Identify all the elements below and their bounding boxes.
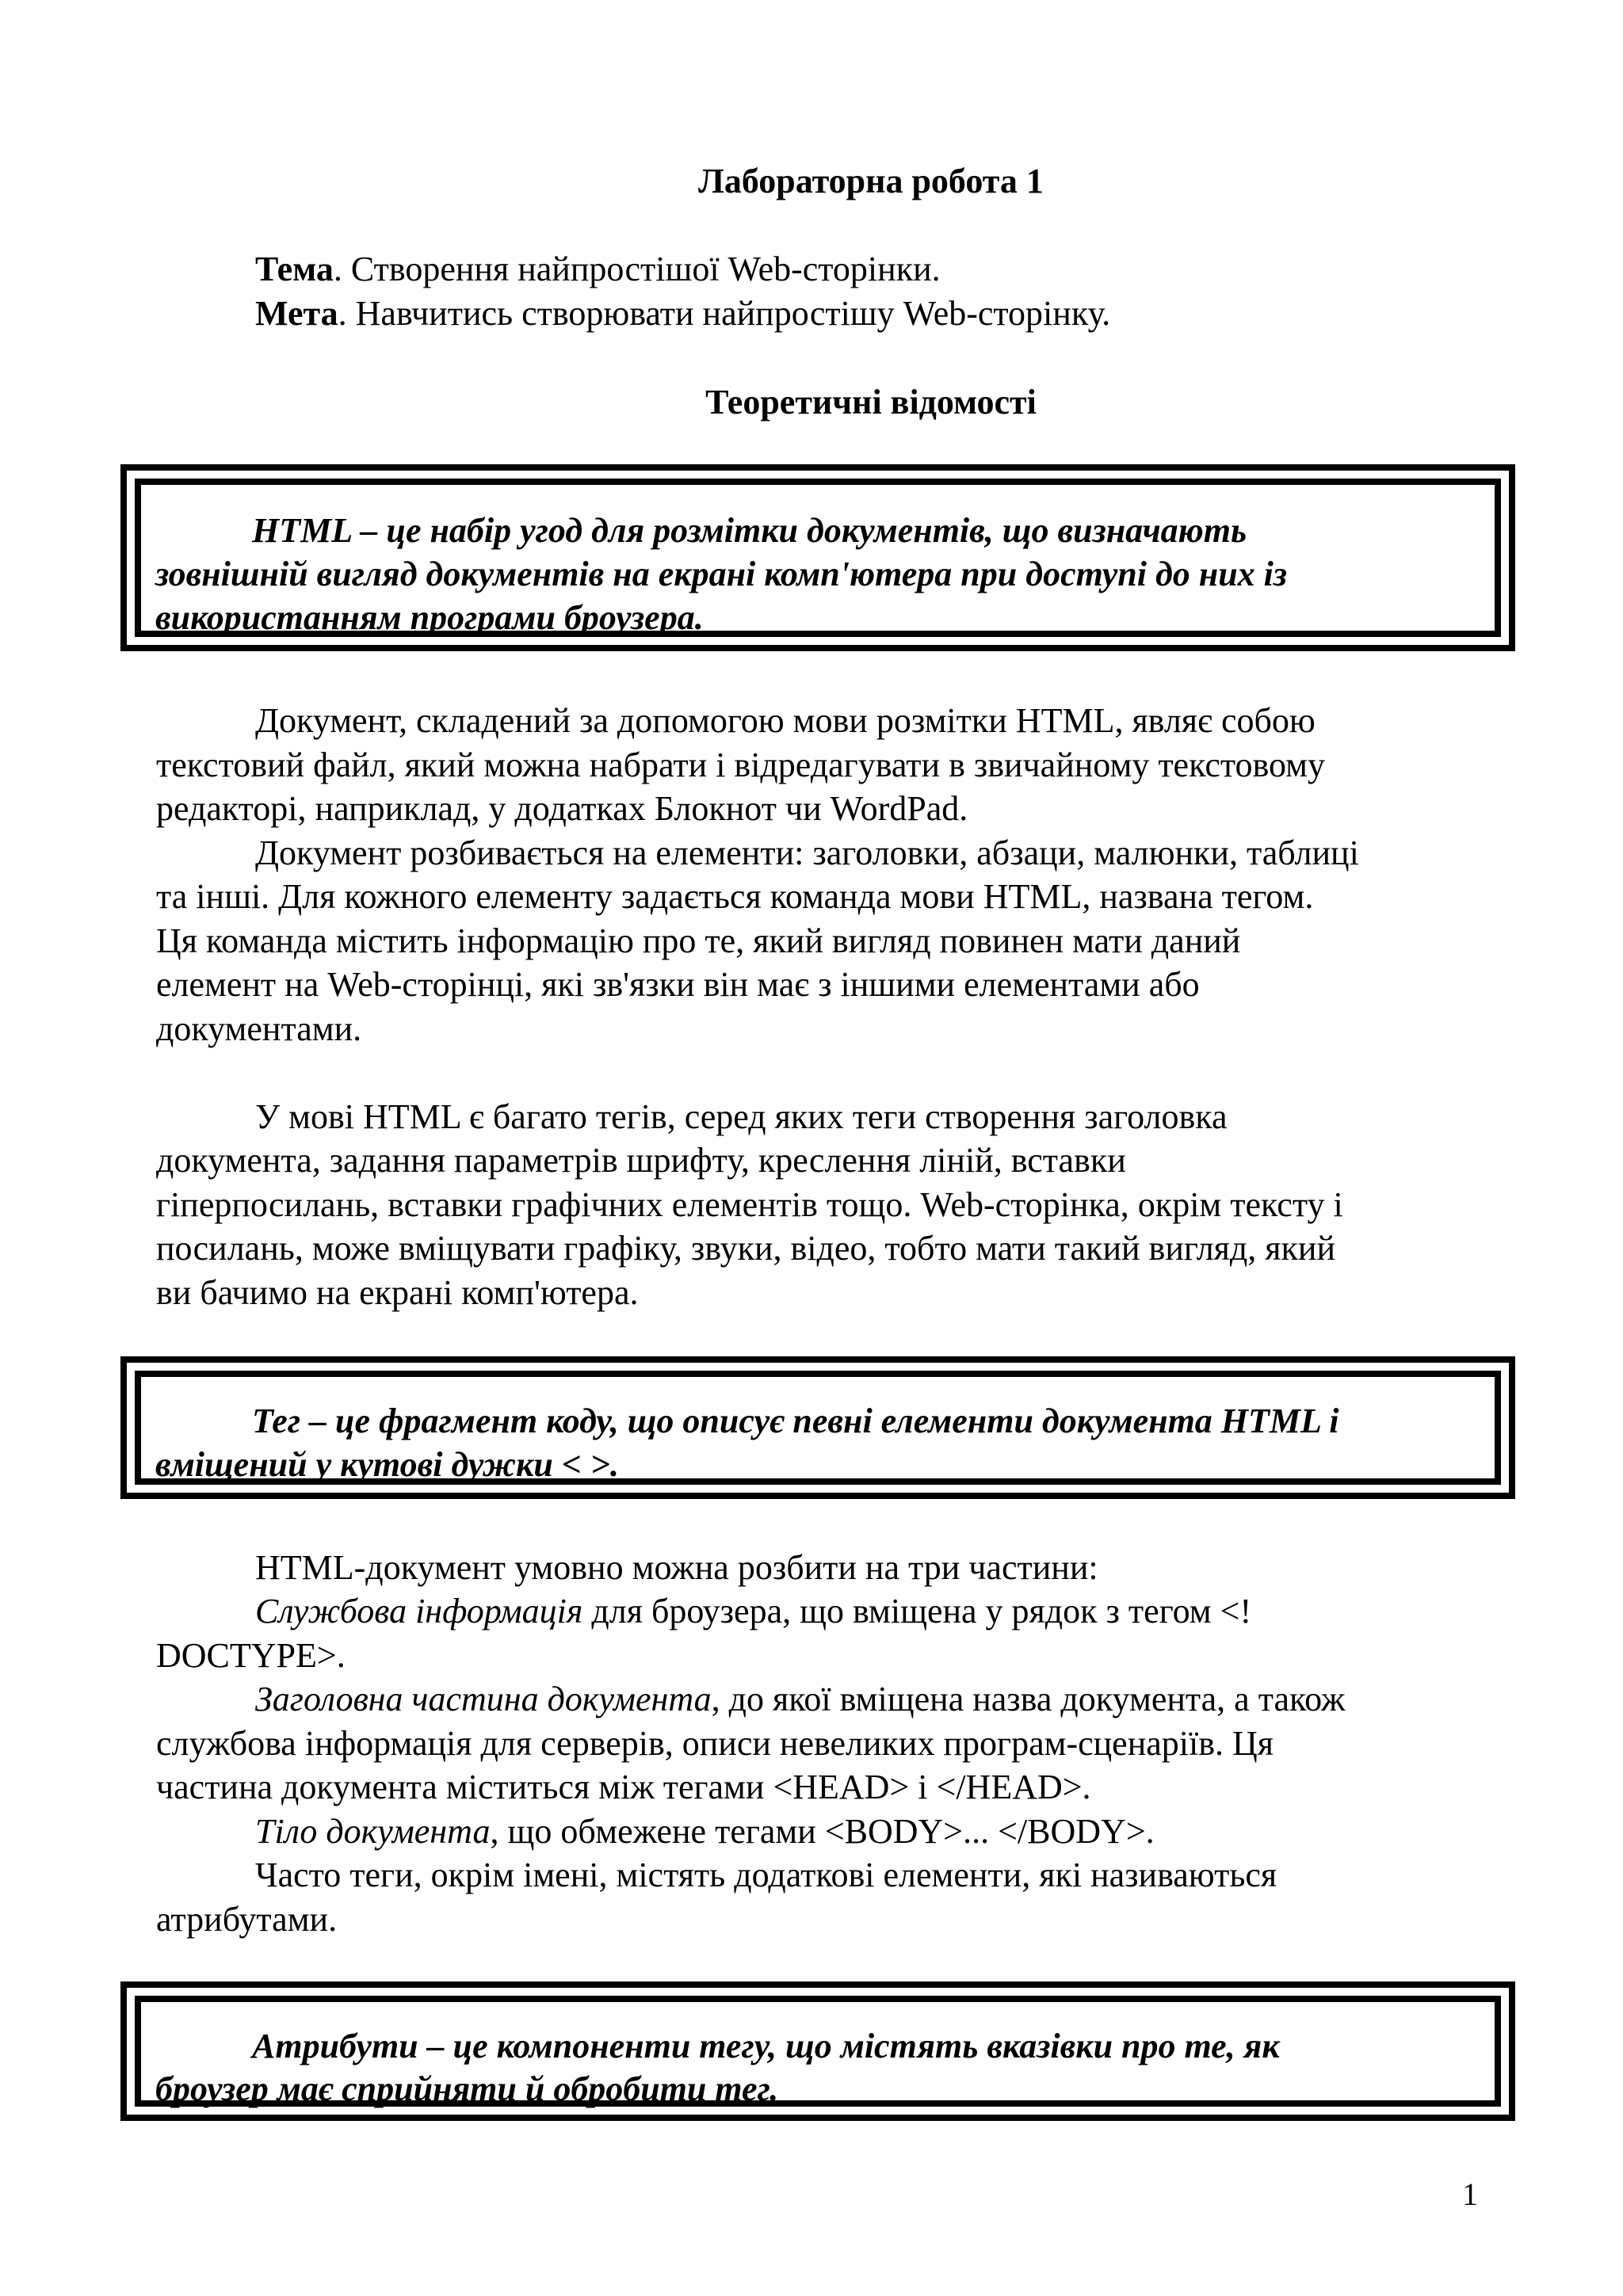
paragraph-line: редакторі, наприклад, у додатках Блокнот чи WordPad.: [156, 789, 968, 828]
service-info-term: Службова інформація: [255, 1592, 583, 1630]
page-number: 1: [1462, 2176, 1478, 2212]
definition-line: вміщений у кутові дужки < >.: [155, 1445, 619, 1484]
theme-text: . Створення найпростішої Web-сторінки.: [333, 250, 941, 288]
definition-line: Тег – це фрагмент коду, що описує певні елементи документа HTML і: [252, 1402, 1339, 1440]
paragraph-line: елемент на Web-сторінці, які зв'язки він має з іншими елементами або: [156, 965, 1200, 1004]
body-section-text: , що обмежене тегами <BODY>... </BODY>.: [490, 1812, 1155, 1851]
definition-box-tag: [120, 1356, 1515, 1499]
goal-text: . Навчитись створювати найпростішу Web-сторінку.: [338, 294, 1111, 333]
paragraph-line: та інші. Для кожного елементу задається команда мови HTML, названа тегом.: [156, 877, 1314, 916]
paragraph-line: DOCTYPE>.: [156, 1636, 346, 1675]
paragraph-line: [255, 1810, 1155, 1854]
paragraph-line: Ця команда містить інформацію про те, який вигляд повинен мати даний: [156, 921, 1241, 960]
head-section-term: Заголовна частина документа: [255, 1680, 712, 1718]
paragraph-line: Документ, складений за допомогою мови розмітки HTML, являє собою: [255, 701, 1316, 740]
paragraph-line: [255, 1589, 1251, 1634]
paragraph-line: текстовий файл, який можна набрати і відредагувати в звичайному текстовому: [156, 746, 1326, 784]
definition-box-attributes: [120, 1981, 1515, 2121]
paragraph-line: документами.: [156, 1009, 362, 1048]
goal-line: [255, 292, 1110, 336]
head-section-text: , до якої вміщена назва документа, а також: [711, 1680, 1346, 1718]
paragraph-line: документа, задання параметрів шрифту, креслення ліній, вставки: [156, 1141, 1126, 1180]
paragraph-line: Документ розбивається на елементи: заголовки, абзаци, малюнки, таблиці: [255, 833, 1359, 872]
paragraph-line: ви бачимо на екрані комп'ютера.: [156, 1273, 639, 1312]
definition-line: HTML – це набір угод для розмітки документів, що визначають: [252, 511, 1247, 550]
definition-line: зовнішній вигляд документів на екрані комп'ютера при доступі до них із: [155, 555, 1288, 593]
body-section-term: Тіло документа: [255, 1812, 491, 1851]
definition-line: броузер має сприйняти й обробити тег.: [155, 2069, 779, 2108]
paragraph-line: службова інформація для серверів, описи невеликих програм-сценаріїв. Ця: [156, 1724, 1274, 1763]
goal-label: Мета: [255, 294, 338, 333]
definition-box-html: [120, 464, 1515, 651]
paragraph-line: посилань, може вміщувати графіку, звуки, відео, тобто мати такий вигляд, який: [156, 1229, 1335, 1268]
paragraph-line: атрибутами.: [156, 1900, 338, 1939]
paragraph-line: Часто теги, окрім імені, містять додаткові елементи, які називаються: [255, 1855, 1277, 1894]
service-info-text: для броузера, що вміщена у рядок з тегом <!: [582, 1592, 1252, 1630]
definition-box-inner: [135, 479, 1501, 637]
paragraph-line: частина документа міститься між тегами <HEAD> і </HEAD>.: [156, 1768, 1091, 1806]
definition-box-inner: [135, 1996, 1501, 2107]
paragraph-line: [255, 1677, 1345, 1722]
section-title: Теоретичні відомості: [705, 383, 1037, 421]
theme-label: Тема: [255, 250, 334, 288]
definition-box-inner: [135, 1371, 1501, 1485]
paragraph-line: У мові HTML є багато тегів, серед яких теги створення заголовка: [255, 1097, 1228, 1136]
definition-line: використанням програми броузера.: [155, 598, 704, 637]
theme-line: [255, 247, 941, 292]
paragraph-line: гіперпосилань, вставки графічних елементів тощо. Web-сторінка, окрім тексту і: [156, 1185, 1343, 1224]
definition-line: Атрибути – це компоненти тегу, що містять вказівки про те, як: [252, 2027, 1280, 2065]
paragraph-line: HTML-документ умовно можна розбити на три частини:: [255, 1548, 1098, 1587]
page-title: Лабораторна робота 1: [698, 162, 1044, 200]
